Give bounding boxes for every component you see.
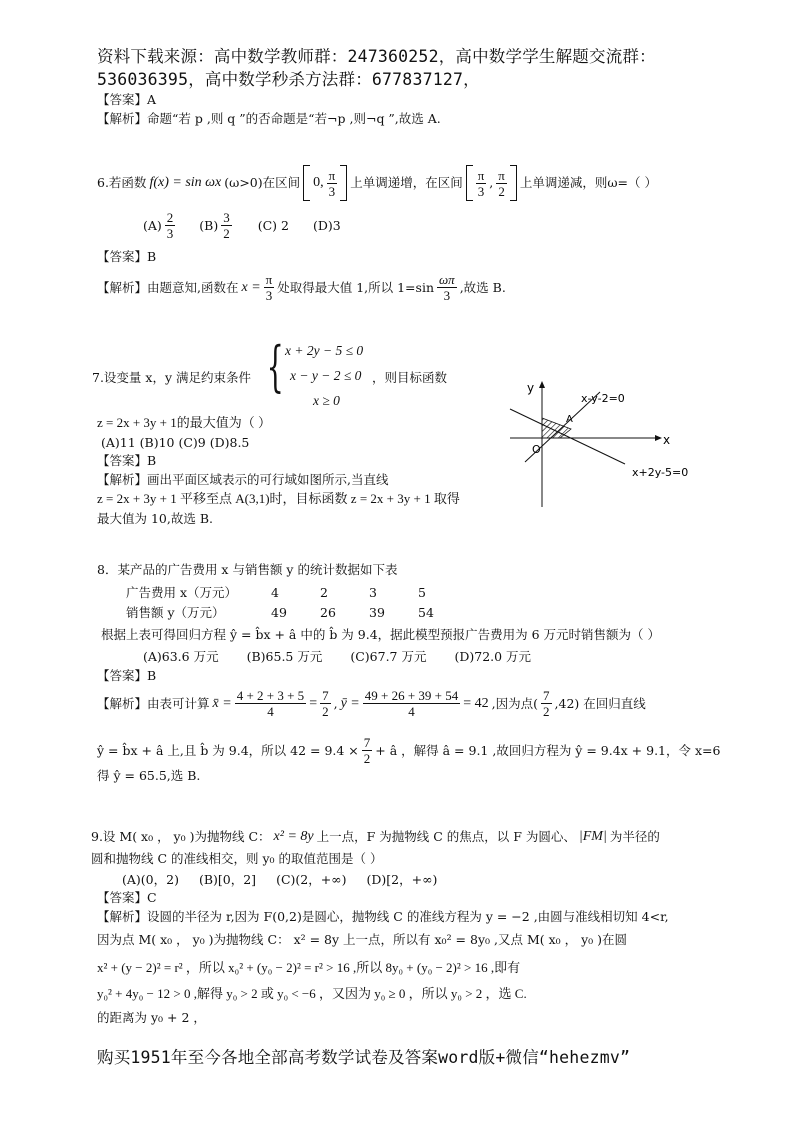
q8-stem: 8．某产品的广告费用 x 与销售额 y 的统计数据如下表 xyxy=(97,562,398,577)
right-bracket xyxy=(340,165,347,201)
q8-option-d: (D)72.0 万元 xyxy=(454,649,532,664)
q9-option-b: (B)[0，2] xyxy=(198,872,257,887)
q8-analysis-3: 得 ŷ = 65.5,选 B. xyxy=(97,768,201,783)
q8-analysis-2 xyxy=(97,735,720,766)
omega-pi-over-3: $\frac{\omega\pi}{3}$ xyxy=(439,272,455,303)
two-thirds: $\frac{2}{3}$ xyxy=(166,210,174,241)
mean-y-fraction: $\frac{49 + 26 + 39 + 54}{4}$ xyxy=(364,688,459,719)
q6-analysis-a: 【解析】由题意知,函数在 xyxy=(97,279,239,295)
q6-analysis xyxy=(97,272,506,303)
q8-options xyxy=(143,649,531,665)
q9-option-c: (C)(2，+∞) xyxy=(276,872,347,887)
q8-analysis-2b: + â ，解得 â = 9.1 ,故回归方程为 ŷ = 9.4x + 9.1，令 x=6 xyxy=(375,742,721,758)
q8-question: 根据上表可得回归方程 ŷ = b̂x + â 中的 b̂ 为 9.4，据此模型预报广告费用为 6 万元时销售额为（ ） xyxy=(101,627,661,642)
table-cell: 54 xyxy=(418,604,434,620)
line1-label: x-y-2=0 xyxy=(581,392,625,405)
left-brace: { xyxy=(266,335,284,398)
q9-analysis-4: y₀² + 4y₀ − 12 > 0 ,解得 y₀ > 2 或 y₀ < −6 ，又因为 y₀ ≥ 0 ，所以 y₀ > 2 ，选 C. xyxy=(97,986,527,1001)
x-axis-label: x xyxy=(663,433,671,447)
table-cell: 4 xyxy=(271,584,279,600)
q8-analysis-a: 【解析】由表可计算 xyxy=(97,695,210,711)
table-row xyxy=(126,582,467,602)
q7-stem: 7.设变量 x，y 满足约束条件 xyxy=(92,370,251,385)
q9-stem-c: 为半径的 xyxy=(609,829,660,844)
q8-analysis-1: 【解析】由表可计算 x̄ = $\frac{4 + 2 + 3 + 5}{4}$ = $\frac{7}{2}$ , ȳ = $\frac{49 + 26 + 39 + 54}{4}$ = 42 ,因为点( $\frac{7}{2}$ ,42) 在回归直线 xyxy=(97,688,646,719)
q9-stem-a: 9.设 M( x₀ ， y₀ )为抛物线 C： xyxy=(91,829,271,844)
left-bracket xyxy=(303,165,310,201)
point-a-label: A xyxy=(566,414,573,425)
q6-option-c: (C) 2 xyxy=(257,217,289,233)
origin-label: O xyxy=(532,443,541,456)
q6-analysis-b: 处取得最大值 1,所以 1=sin xyxy=(277,279,434,295)
q6-stem-a: 6.若函数 xyxy=(97,175,147,190)
q5-analysis: 【解析】命题“若 p ,则 q ”的否命题是“若¬p ,则¬q ”,故选 A. xyxy=(97,111,441,126)
table-cell: 2 xyxy=(320,584,328,600)
q7-objective: z = 2x + 3y + 1的最大值为（ ） xyxy=(97,415,272,430)
header-line-2: 536036395，高中数学秒杀方法群：677837127， xyxy=(97,70,480,89)
footer-ad: 购买1951年至今各地全部高考数学试卷及答案word版+微信“hehezmv” xyxy=(97,1048,631,1067)
q6-func: f(x) = sin ωx xyxy=(149,175,222,190)
table-row-label: 广告费用 x（万元） xyxy=(126,585,238,600)
table-cell: 5 xyxy=(418,584,426,600)
x-bar: x̄ = xyxy=(212,695,232,711)
pi-over-2: $\frac{\pi}{2}$ xyxy=(498,167,505,199)
line2-label: x+2y-5=0 xyxy=(632,466,689,479)
left-bracket xyxy=(466,165,473,201)
q9-option-d: (D)[2，+∞) xyxy=(366,872,438,887)
q8-option-a: (A)63.6 万元 xyxy=(143,649,219,664)
q6-stem: 6.若函数 f(x) = sin ωx (ω>0)在区间 0, $\frac{\pi}{3}$ 上单调递增，在区间 $\frac{\pi}{3}$ , $\frac{\pi}{2}$ 上单调递减，则ω=（ ） xyxy=(97,165,657,201)
q8-option-b: (B)65.5 万元 xyxy=(246,649,323,664)
y-bar: ȳ = xyxy=(340,695,360,711)
q8-answer: 【答案】B xyxy=(97,668,157,683)
q6-mid: 上单调递增，在区间 xyxy=(350,175,463,190)
q5-answer: 【答案】A xyxy=(97,92,157,107)
mean-x-fraction: $\frac{4 + 2 + 3 + 5}{4}$ xyxy=(236,688,305,719)
q9-stem-b: 上一点，F 为抛物线 C 的焦点，以 F 为圆心、 xyxy=(316,829,576,844)
q6-option-a: (A) xyxy=(143,217,162,233)
q6-interval1-a: 0, xyxy=(313,175,324,190)
seven-halves: $\frac{7}{2}$ xyxy=(322,688,329,719)
q9-analysis-2: 因为点 M( x₀ ， y₀ )为抛物线 C： x² = 8y 上一点，所以有 x₀² = 8y₀ ,又点 M( x₀ ， y₀ )在圆 xyxy=(97,932,628,947)
table-cell: 3 xyxy=(369,584,377,600)
q9-answer: 【答案】C xyxy=(97,890,157,905)
table-cell: 26 xyxy=(320,604,336,620)
q9-analysis-1: 【解析】设圆的半径为 r,因为 F(0,2)是圆心，抛物线 C 的准线方程为 y = −2 ,由圆与准线相切知 4<r, xyxy=(97,909,669,924)
q6-tail: 上单调递减，则ω=（ ） xyxy=(519,175,657,190)
q9-stem-2: 圆和抛物线 C 的准线相交，则 y₀ 的取值范围是（ ） xyxy=(91,851,383,866)
q6-analysis-x: x = xyxy=(241,279,261,295)
q8-option-c: (C)67.7 万元 xyxy=(350,649,427,664)
q7-answer: 【答案】B xyxy=(97,453,157,468)
q9-stem xyxy=(91,829,660,845)
q9-fm: |FM| xyxy=(578,829,607,844)
q9-parabola: x² = 8y xyxy=(273,829,314,844)
table-cell: 49 xyxy=(271,604,287,620)
q6-analysis-c: ,故选 B. xyxy=(459,279,506,295)
q6-answer: 【答案】B xyxy=(97,249,157,264)
feasible-region-graph xyxy=(505,372,725,512)
seven-halves: $\frac{7}{2}$ xyxy=(543,688,550,719)
q7-analysis-1: 【解析】画出平面区域表示的可行域如图所示,当直线 xyxy=(97,472,389,487)
q7-options: (A)11 (B)10 (C)9 (D)8.5 xyxy=(101,435,250,450)
q8-analysis-2a: ŷ = b̂x + â 上,且 b̂ 为 9.4，所以 42 = 9.4 × xyxy=(97,742,359,758)
q8-analysis-c: ,42) 在回归直线 xyxy=(554,695,646,711)
q7-constraint-1: x + 2y − 5 ≤ 0 xyxy=(285,343,364,358)
pi-over-3: $\frac{\pi}{3}$ xyxy=(477,167,485,199)
q7-constraint-2: x − y − 2 ≤ 0 xyxy=(290,368,362,383)
table-row xyxy=(126,602,467,622)
q6-cond: (ω>0)在区间 xyxy=(224,175,301,190)
pi-over-3: $\frac{\pi}{3}$ xyxy=(328,167,336,199)
q8-data-table xyxy=(126,582,467,622)
q9-analysis-3: x² + (y − 2)² = r² ，所以 x₀² + (y₀ − 2)² = r² > 16 ,所以 8y₀ + (y₀ − 2)² > 16 ,即有 xyxy=(97,960,521,975)
pi-over-3: $\frac{\pi}{3}$ xyxy=(265,272,273,303)
q9-options xyxy=(122,872,437,888)
header-line-1: 资料下载来源：高中数学教师群：247360252，高中数学学生解题交流群： xyxy=(97,47,656,66)
q6-option-b: (B) xyxy=(199,217,219,233)
q7-stem-tail: ，则目标函数 xyxy=(372,370,448,385)
right-bracket xyxy=(510,165,517,201)
table-cell: 39 xyxy=(369,604,385,620)
y-axis-label: y xyxy=(527,381,535,395)
q9-option-a: (A)(0，2) xyxy=(122,872,179,887)
q8-analysis-b: ,因为点( xyxy=(491,695,539,711)
q7-constraint-3: x ≥ 0 xyxy=(313,393,340,408)
q7-analysis-2: z = 2x + 3y + 1 平移至点 A(3,1)时，目标函数 z = 2x + 3y + 1 取得 xyxy=(97,491,460,506)
q6-options xyxy=(143,210,341,241)
equals-42: = 42 xyxy=(463,695,489,711)
seven-halves: $\frac{7}{2}$ xyxy=(363,735,371,766)
q7-analysis-3: 最大值为 10,故选 B. xyxy=(97,511,213,526)
q9-analysis-5: 的距离为 y₀ + 2 ， xyxy=(97,1010,206,1025)
three-halves: $\frac{3}{2}$ xyxy=(223,210,230,241)
q6-option-d: (D)3 xyxy=(312,217,341,233)
table-row-label: 销售额 y（万元） xyxy=(126,605,225,620)
